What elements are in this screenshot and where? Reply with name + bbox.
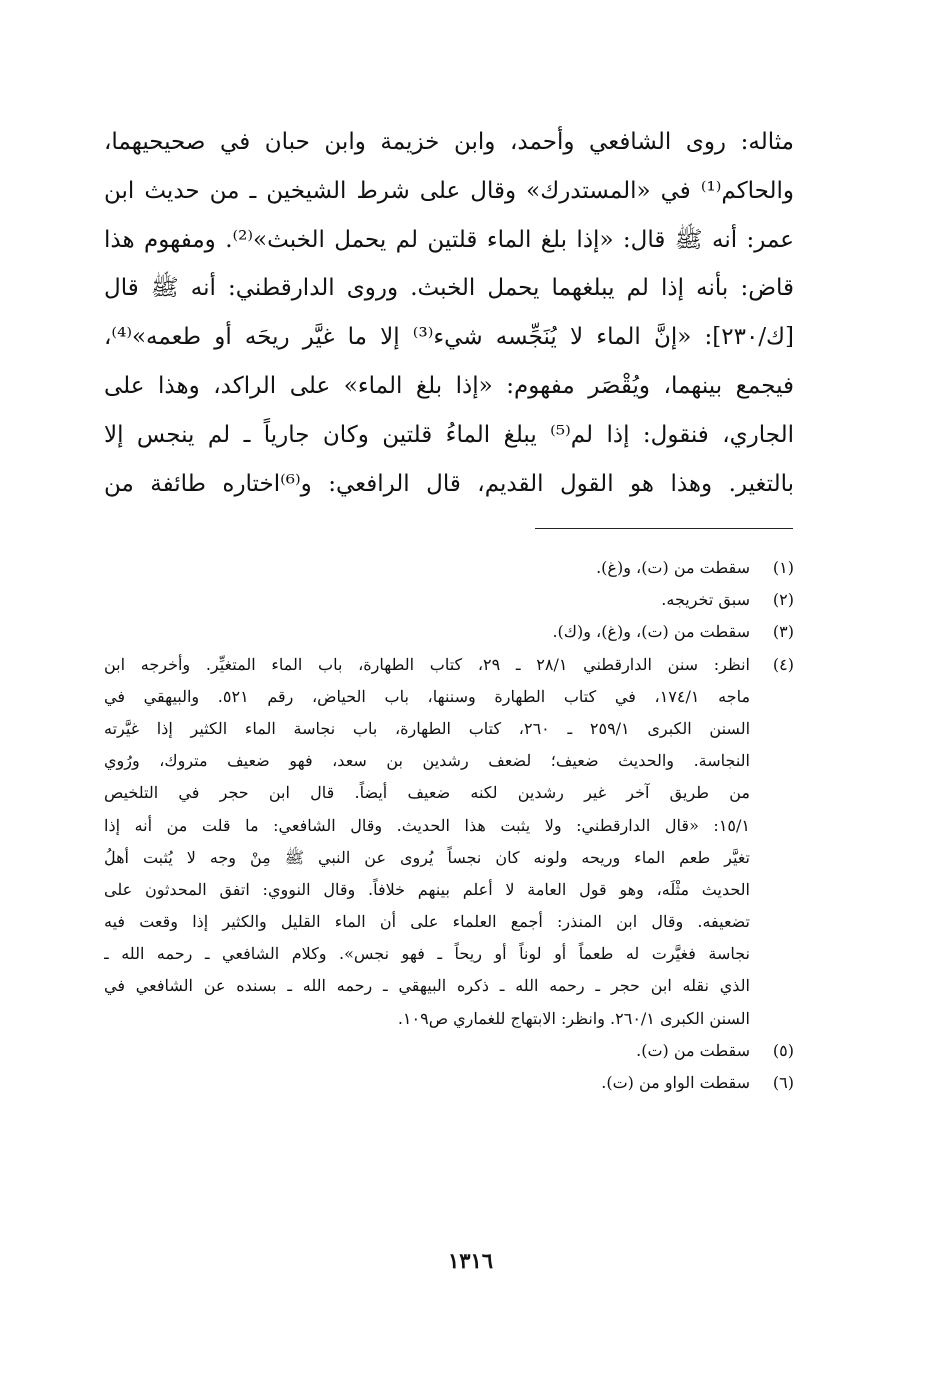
main-text-line: مثاله: روى الشافعي وأحمد، وابن خزيمة وابن حبان في صحيحيهما، bbox=[104, 129, 794, 155]
footnote-line: السنن الكبرى ٢٦٠/١. وانظر: الابتهاج للغماري ص١٠٩. bbox=[397, 1008, 750, 1028]
footnote-line: ماجه ١٧٤/١، في كتاب الطهارة وسننها، باب الحياض، رقم ٥٢١. والبيهقي في bbox=[104, 686, 750, 706]
footnote-number: (٤) bbox=[772, 654, 794, 674]
main-text-block bbox=[104, 118, 794, 508]
footnote-body bbox=[104, 616, 750, 648]
footnote-line: سقطت من (ت)، و(غ). bbox=[596, 558, 750, 577]
footnote-3 bbox=[104, 616, 794, 648]
footnote-body bbox=[104, 552, 750, 584]
footnote-number: (٥) bbox=[772, 1040, 794, 1060]
main-text-line: بالتغير. وهذا هو القول القديم، قال الرافعي: و⁽⁶⁾اختاره طائفة من bbox=[104, 470, 794, 497]
main-text-line: الجاري، فنقول: إذا لم⁽⁵⁾ يبلغ الماءُ قلتين وكان جارياً ـ لم ينجس إلا bbox=[104, 421, 794, 448]
footnote-5 bbox=[104, 1035, 794, 1067]
footnote-2 bbox=[104, 584, 794, 616]
footnote-line: الذي نقله ابن حجر ـ رحمه الله ـ ذكره البيهقي ـ رحمه الله ـ بسنده عن الشافعي في bbox=[104, 976, 750, 996]
footnote-line: من طريق آخر غير رشدين لكنه ضعيف أيضاً. قال ابن حجر في التلخيص bbox=[104, 783, 750, 803]
footnote-line: نجاسة فغيَّرت له طعماً أو لوناً أو ريحاً ـ فهو نجس». وكلام الشافعي ـ رحمه الله ـ bbox=[104, 944, 750, 964]
footnote-4 bbox=[104, 649, 794, 1035]
footnote-divider bbox=[535, 528, 793, 529]
footnote-body bbox=[104, 584, 750, 616]
footnote-line: سقطت الواو من (ت). bbox=[601, 1073, 750, 1093]
footnote-body bbox=[104, 649, 750, 1035]
main-text-line: فيجمع بينهما، ويُقْصَر مفهوم: «إذا بلغ الماء» على الراكد، وهذا على bbox=[104, 372, 794, 399]
main-text-line: قاض: بأنه إذا لم يبلغهما يحمل الخبث. وروى الدارقطني: أنه ﷺ قال bbox=[104, 275, 794, 302]
footnote-number: (٣) bbox=[772, 622, 794, 642]
main-text-line: والحاكم⁽¹⁾ في «المستدرك» وقال على شرط الشيخين ـ من حديث ابن bbox=[104, 177, 794, 204]
footnote-body bbox=[104, 1035, 750, 1067]
main-text-line: عمر: أنه ﷺ قال: «إذا بلغ الماء قلتين لم يحمل الخبث»⁽²⁾. ومفهوم هذا bbox=[104, 226, 794, 253]
footnote-line: تضعيفه. وقال ابن المنذر: أجمع العلماء على أن الماء القليل والكثير إذا وقعت فيه bbox=[104, 912, 750, 932]
footnote-line: سبق تخريجه. bbox=[661, 590, 750, 610]
footnote-6 bbox=[104, 1067, 794, 1099]
footnote-number: (٢) bbox=[772, 590, 794, 610]
footnote-line: انظر: سنن الدارقطني ٢٨/١ ـ ٢٩، كتاب الطهارة، باب الماء المتغيِّر. وأخرجه ابن bbox=[104, 654, 750, 674]
footnote-line: السنن الكبرى ٢٥٩/١ ـ ٢٦٠، كتاب الطهارة، باب نجاسة الماء الكثير إذا غيَّرته bbox=[104, 718, 750, 738]
main-text-line: [ك/٢٣٠]: «إنَّ الماء لا يُنَجِّسه شيء⁽³⁾ إلا ما غيَّر ريحَه أو طعمه»⁽⁴⁾، bbox=[104, 324, 794, 351]
footnote-number: (١) bbox=[772, 558, 794, 577]
footnotes-block bbox=[104, 552, 794, 1099]
footnote-line: النجاسة. والحديث ضعيف؛ لضعف رشدين بن سعد، فهو ضعيف متروك، ورُوي bbox=[104, 751, 750, 771]
footnote-line: تغيَّر طعم الماء وريحه ولونه كان نجساً يُروى عن النبي ﷺ مِنْ وجه لا يُثبت أهلُ bbox=[104, 847, 750, 867]
footnote-line: الحديث مثْلَه، وهو قول العامة لا أعلم بينهم خلافاً. وقال النووي: اتفق المحدثون على bbox=[104, 879, 750, 899]
footnote-line: ١٥/١: «قال الدارقطني: ولا يثبت هذا الحديث. وقال الشافعي: ما قلت من أنه إذا bbox=[104, 815, 750, 835]
page-number: ١٣١٦ bbox=[447, 1248, 494, 1273]
footnote-line: سقطت من (ت)، و(غ)، و(ك). bbox=[552, 622, 750, 642]
footnote-number: (٦) bbox=[772, 1073, 794, 1093]
footnote-body bbox=[104, 1067, 750, 1099]
footnote-line: سقطت من (ت). bbox=[636, 1040, 750, 1060]
footnote-1 bbox=[104, 552, 794, 584]
